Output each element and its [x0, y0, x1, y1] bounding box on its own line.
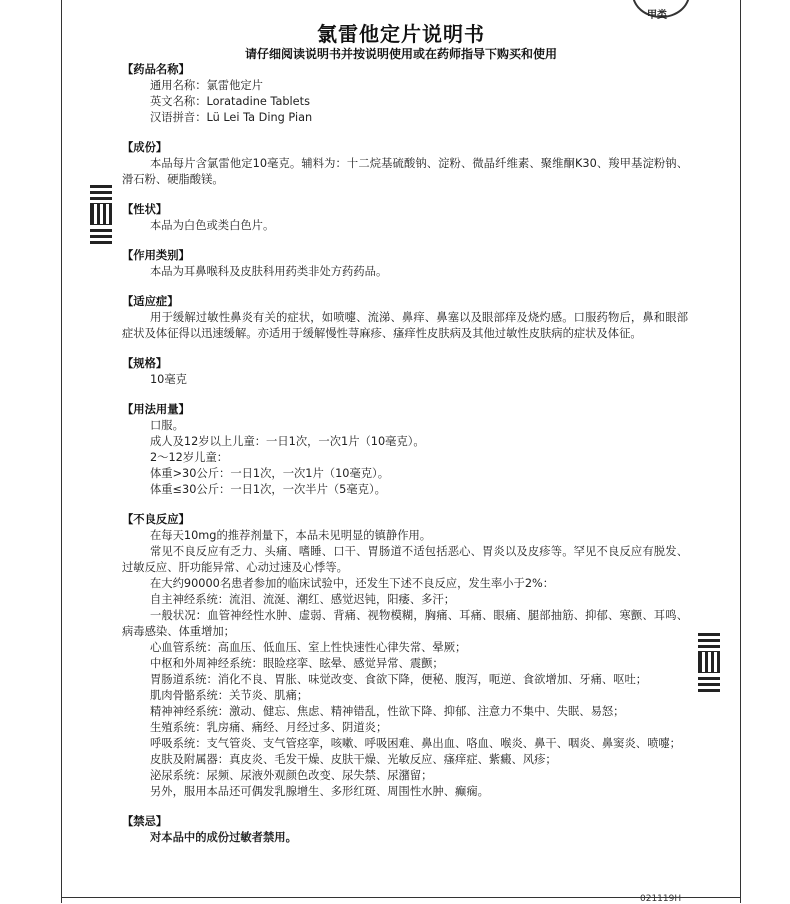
appearance-text: 本品为白色或类白色片。	[150, 219, 275, 232]
section-heading: 【禁忌】	[122, 815, 168, 828]
bottom-rule	[61, 897, 741, 898]
document-code-number: 021119H	[640, 894, 682, 904]
section-drug-name	[122, 62, 688, 126]
adverse-paragraph: 肌肉骨骼系统：关节炎、肌痛；	[150, 689, 309, 702]
section-adverse-reactions	[122, 512, 688, 800]
adverse-paragraph: 生殖系统：乳房痛、痛经、月经过多、阴道炎；	[150, 721, 388, 734]
ingredients-text: 本品每片含氯雷他定10毫克。辅料为：十二烷基硫酸钠、淀粉、微晶纤维素、聚维酮K30、羧甲基淀粉钠、滑石粉、硬脂酸镁。	[122, 157, 688, 186]
document-subtitle: 请仔细阅读说明书并按说明使用或在药师指导下购买和使用	[244, 47, 557, 61]
adverse-paragraph: 皮肤及附属器：真皮炎、毛发干燥、皮肤干燥、光敏反应、瘙痒症、紫癜、风疹；	[150, 753, 557, 766]
category-text: 本品为耳鼻喉科及皮肤科用药类非处方药药品。	[150, 265, 388, 278]
section-contraindications	[122, 814, 688, 846]
section-heading: 【药品名称】	[122, 63, 190, 76]
english-name: 英文名称：Loratadine Tablets	[150, 95, 310, 108]
indications-text: 用于缓解过敏性鼻炎有关的症状，如喷嚏、流涕、鼻痒、鼻塞以及眼部痒及烧灼感。口服药物后，鼻和眼部症状及体征得以迅速缓解。亦适用于缓解慢性荨麻疹、瘙痒性皮肤病及其他过敏性皮肤病的症状及体征。	[122, 311, 688, 340]
adverse-paragraph: 在每天10mg的推荐剂量下，本品未见明显的镇静作用。	[150, 529, 432, 542]
adverse-paragraph: 心血管系统：高血压、低血压、室上性快速性心律失常、晕厥；	[150, 641, 467, 654]
dosage-line: 口服。	[150, 419, 184, 432]
adverse-paragraph: 泌尿系统：尿频、尿液外观颜色改变、尿失禁、尿潴留；	[150, 769, 433, 782]
section-ingredients	[122, 140, 688, 188]
section-heading: 【不良反应】	[122, 513, 190, 526]
dosage-line: 体重≤30公斤：一日1次，一次半片（5毫克）。	[150, 483, 386, 496]
adverse-paragraph: 中枢和外周神经系统：眼睑痉挛、眩晕、感觉异常、震颤；	[150, 657, 444, 670]
section-heading: 【作用类别】	[122, 249, 190, 262]
otc-label: 甲类	[647, 10, 667, 21]
adverse-paragraph: 另外，服用本品还可偶发乳腺增生、多形红斑、周围性水肿、癫痫。	[150, 785, 489, 798]
contraindications-text: 对本品中的成份过敏者禁用。	[150, 831, 297, 844]
section-heading: 【规格】	[122, 357, 168, 370]
spec-text: 10毫克	[150, 373, 187, 386]
adverse-paragraph: 呼吸系统：支气管炎、支气管痉挛，咳嗽、呼吸困难、鼻出血、咯血、喉炎、鼻干、咽炎、鼻窦炎、喷嚏；	[150, 737, 681, 750]
section-indications	[122, 294, 688, 342]
section-heading: 【用法用量】	[122, 403, 190, 416]
pinyin-name: 汉语拼音：Lü Lei Ta Ding Pian	[150, 111, 313, 124]
dosage-line: 体重>30公斤：一日1次，一次1片（10毫克）。	[150, 467, 389, 480]
section-heading: 【适应症】	[122, 295, 179, 308]
qr-code-right-icon	[698, 633, 720, 695]
adverse-paragraph: 自主神经系统：流泪、流涎、潮红、感觉迟钝，阳痿、多汗；	[150, 593, 456, 606]
section-category	[122, 248, 688, 280]
section-appearance	[122, 202, 688, 234]
adverse-paragraph: 在大约90000名患者参加的临床试验中，还发生下述不良反应，发生率小于2%：	[150, 577, 555, 590]
dosage-line: 2～12岁儿童：	[150, 451, 229, 464]
adverse-paragraph: 一般状况：血管神经性水肿、虚弱、背痛、视物模糊，胸痛、耳痛、眼痛、腿部抽筋、抑郁、寒颤、耳鸣、病毒感染、体重增加；	[122, 609, 688, 638]
dosage-line: 成人及12岁以上儿童：一日1次，一次1片（10毫克）。	[150, 435, 425, 448]
section-heading: 【性状】	[122, 203, 168, 216]
section-dosage	[122, 402, 688, 498]
generic-name: 通用名称：氯雷他定片	[150, 79, 263, 92]
leaflet-content	[122, 62, 688, 860]
section-spec	[122, 356, 688, 388]
document-title: 氯雷他定片说明书	[317, 22, 485, 46]
qr-code-left-icon	[90, 185, 112, 247]
adverse-paragraph: 精神神经系统：激动、健忘、焦虑、精神错乱，性欲下降、抑郁、注意力不集中、失眠、易怒；	[150, 705, 625, 718]
adverse-paragraph: 常见不良反应有乏力、头痛、嗜睡、口干、胃肠道不适包括恶心、胃炎以及皮疹等。罕见不良反应有脱发、过敏反应、肝功能异常、心动过速及心悸等。	[122, 545, 688, 574]
section-heading: 【成份】	[122, 141, 168, 154]
adverse-paragraph: 胃肠道系统：消化不良、胃胀、味觉改变、食欲下降，便秘、腹泻，呃逆、食欲增加、牙痛、呕吐；	[150, 673, 648, 686]
page-border-left	[61, 0, 62, 903]
page-border-right	[740, 0, 741, 903]
